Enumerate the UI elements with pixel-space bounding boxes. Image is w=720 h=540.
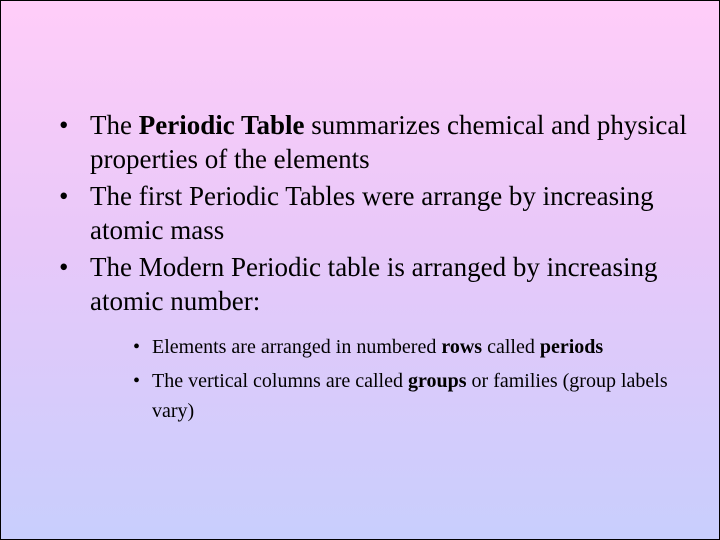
sub-bullet-list: [133, 332, 699, 426]
sub-bullet-dot: •: [133, 370, 141, 392]
bullet-dot: •: [59, 252, 69, 282]
sub-bullet-dot: •: [133, 336, 141, 358]
sub-bullet-text-mid: called: [482, 336, 540, 358]
sub-bullet-text-pre: The vertical columns are called: [152, 370, 408, 392]
bullet-first-periodic-tables: [59, 179, 699, 247]
bullet-text-post: summarizes chemical and physical properties of the elements: [90, 110, 687, 174]
bullet-periodic-table-summary: [59, 108, 699, 176]
bullet-text-bold: Periodic Table: [138, 110, 305, 140]
sub-bullet-rows-periods: [133, 332, 699, 362]
sub-bullet-bold-groups: groups: [408, 370, 467, 392]
sub-bullet-text-mid: or families (group labels vary): [152, 370, 668, 422]
sub-bullet-text-pre: Elements are arranged in numbered: [152, 336, 442, 358]
bullet-dot: •: [59, 181, 69, 211]
bullet-text: The Modern Periodic table is arranged by increasing atomic number:: [90, 252, 658, 316]
sub-bullet-bold-rows: rows: [441, 336, 483, 358]
bullet-dot: •: [59, 110, 69, 140]
bullet-text: The first Periodic Tables were arrange by increasing atomic mass: [90, 181, 654, 245]
sub-bullet-bold-periods: periods: [539, 336, 604, 358]
sub-bullet-columns-groups: [133, 366, 699, 426]
bullet-modern-periodic-table: [59, 250, 699, 318]
bullet-text-pre: The: [90, 110, 139, 140]
slide-content: [59, 108, 699, 430]
